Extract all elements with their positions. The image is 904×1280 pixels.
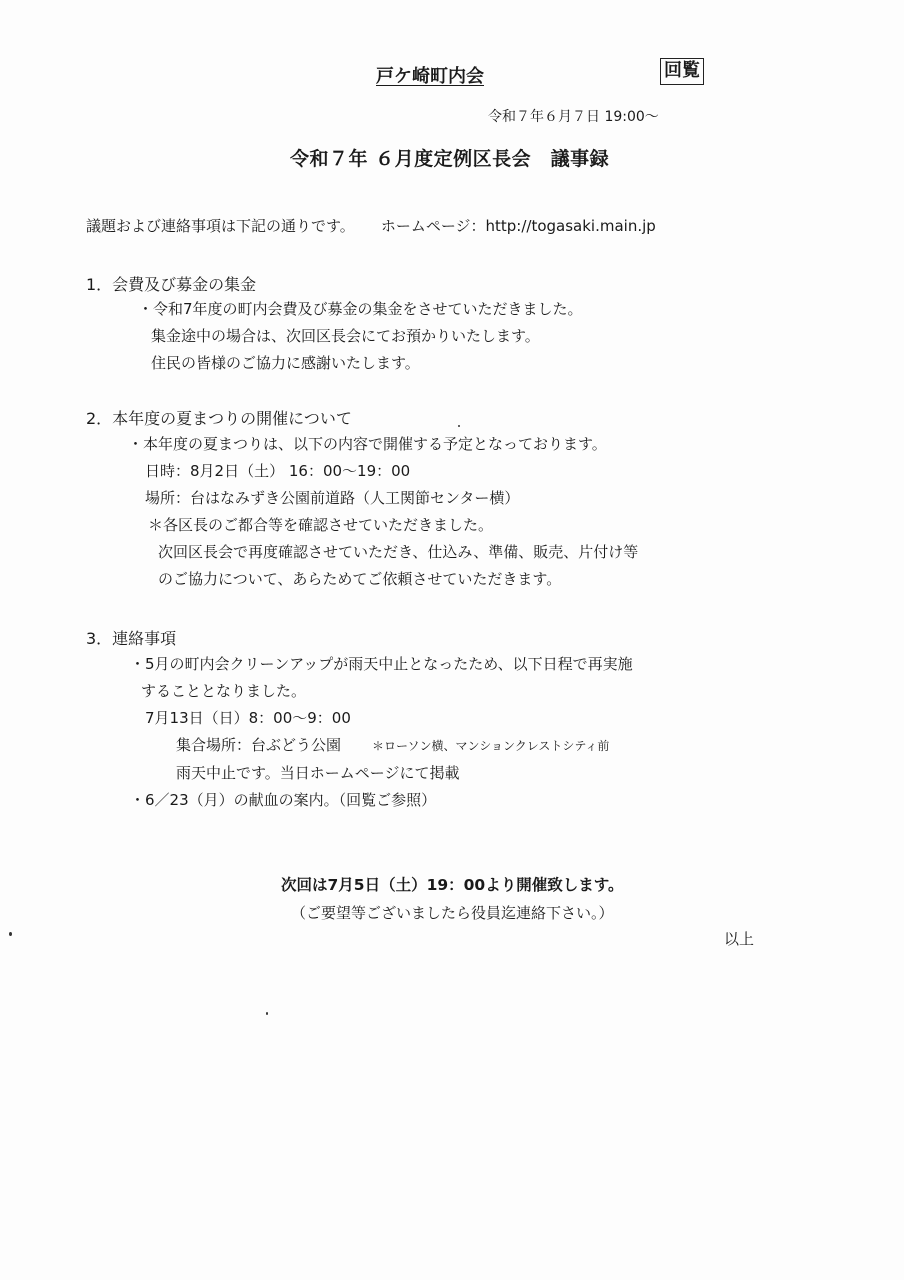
section-3-note: ＊ローソン横、マンションクレストシティ前 (372, 739, 610, 753)
circulation-badge: 回覧 (660, 58, 704, 85)
intro-text: 議題および連絡事項は下記の通りです。 (86, 217, 355, 235)
section-1-line: 住民の皆様のご協力に感謝いたします。 (151, 354, 420, 372)
scan-speck (9, 932, 12, 936)
end-mark: 以上 (724, 930, 755, 948)
section-1-line: ・令和7年度の町内会費及び募金の集金をさせていただきました。 (138, 300, 583, 318)
next-meeting-notice: 次回は7月5日（土）19：00より開催致します。 (281, 876, 624, 894)
intro-line (86, 215, 656, 236)
contact-note: （ご要望等ございましたら役員迄連絡下さい。） (291, 904, 614, 922)
section-2-line: ＊各区長のご都合等を確認させていただきました。 (148, 516, 494, 534)
section-3-line: することとなりました。 (141, 682, 307, 700)
section-3-line: 7月13日（日）8：00～9：00 (145, 709, 351, 727)
homepage-link[interactable]: ホームページ：http://togasaki.main.jp (380, 217, 656, 235)
section-1-line: 集金途中の場合は、次回区長会にてお預かりいたします。 (151, 327, 540, 345)
section-1-heading: 1．会費及び募金の集金 (86, 275, 257, 294)
section-3-line: ・6／23（月）の献血の案内。（回覧ご参照） (130, 791, 437, 809)
section-2-line: 日時：8月2日（土） 16：00～19：00 (145, 462, 411, 480)
section-2-line: のご協力について、あらためてご依頼させていただきます。 (158, 570, 562, 588)
section-3-line: 雨天中止です。当日ホームページにて掲載 (176, 764, 460, 782)
scan-speck (266, 1012, 268, 1015)
meeting-date: 令和７年６月７日 19:00～ (488, 109, 659, 125)
section-2-line: 場所：台はなみずき公園前道路（人工関節センター横） (145, 489, 520, 507)
section-2-line: ・本年度の夏まつりは、以下の内容で開催する予定となっております。 (128, 435, 607, 453)
section-3-heading: 3．連絡事項 (86, 629, 177, 648)
section-3-line: ・5月の町内会クリーンアップが雨天中止となったため、以下日程で再実施 (130, 655, 633, 673)
section-2-line: 次回区長会で再度確認させていただき、仕込み、準備、販売、片付け等 (158, 543, 639, 561)
organization-name: 戸ケ崎町内会 (376, 66, 484, 87)
section-3-line: 集合場所：台ぶどう公園 (176, 736, 342, 754)
section-2-heading: 2．本年度の夏まつりの開催について (86, 409, 352, 428)
scan-speck (458, 425, 460, 427)
document-title: 令和７年 ６月度定例区長会 議事録 (290, 148, 610, 170)
